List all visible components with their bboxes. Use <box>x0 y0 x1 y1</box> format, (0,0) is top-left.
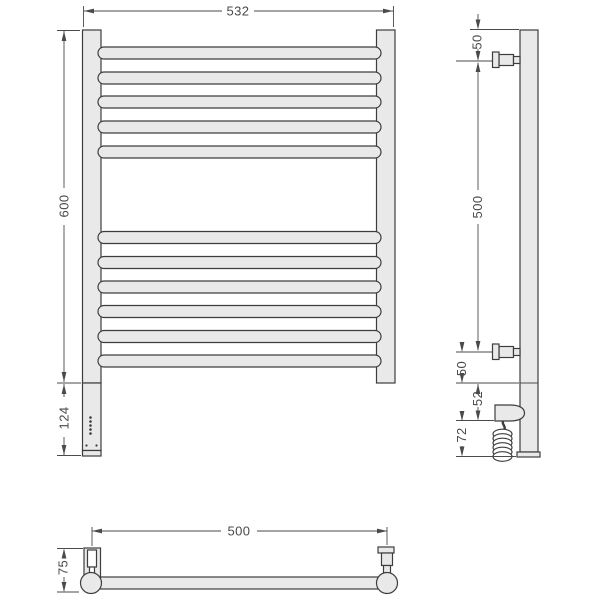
cable-box-dimension-label: 52 <box>470 390 485 407</box>
rung <box>98 306 381 318</box>
heater-housing-foot <box>83 451 102 457</box>
height-dimension-label: 600 <box>56 194 72 218</box>
dimension-top-span-500 <box>92 524 387 547</box>
top-span-dimension-label: 500 <box>227 523 251 539</box>
dimension-lower-124 <box>57 384 82 456</box>
rung <box>98 72 381 84</box>
dimension-width-532 <box>84 4 394 28</box>
rung <box>98 281 381 293</box>
rung <box>98 96 381 108</box>
side-view <box>454 14 540 461</box>
side-post-foot <box>517 452 540 457</box>
depth-dimension-label: 75 <box>55 559 71 576</box>
heater-zone-dimension-label: 72 <box>454 427 469 443</box>
top-bracket-dimension-label: 50 <box>469 34 485 50</box>
side-post <box>520 30 538 452</box>
width-dimension-label: 532 <box>226 3 250 19</box>
rungs <box>98 47 381 367</box>
right-bracket-top <box>378 547 394 574</box>
bracket-span-dimension-label: 500 <box>470 195 485 219</box>
top-rail-bar <box>99 577 380 589</box>
rung <box>98 331 381 343</box>
left-post <box>83 30 102 383</box>
top-view <box>56 524 398 594</box>
front-view <box>57 4 396 457</box>
heating-element <box>495 405 525 421</box>
dimension-height-600 <box>57 31 82 384</box>
rung <box>98 232 381 244</box>
rung <box>98 146 381 158</box>
dimension-depth-75 <box>56 549 84 593</box>
lower-section-dimension-label: 124 <box>56 406 72 430</box>
dimension-bracket-span-500 <box>456 62 492 352</box>
bottom-bracket-dimension-label: 50 <box>454 360 469 377</box>
rung <box>98 257 381 269</box>
rung <box>98 355 381 367</box>
left-post-section <box>81 573 102 594</box>
rung <box>98 121 381 133</box>
right-post-section <box>377 573 398 594</box>
rung <box>98 47 381 59</box>
heater-housing <box>83 383 102 451</box>
lower-wall-bracket <box>493 344 521 360</box>
upper-wall-bracket <box>493 52 521 68</box>
